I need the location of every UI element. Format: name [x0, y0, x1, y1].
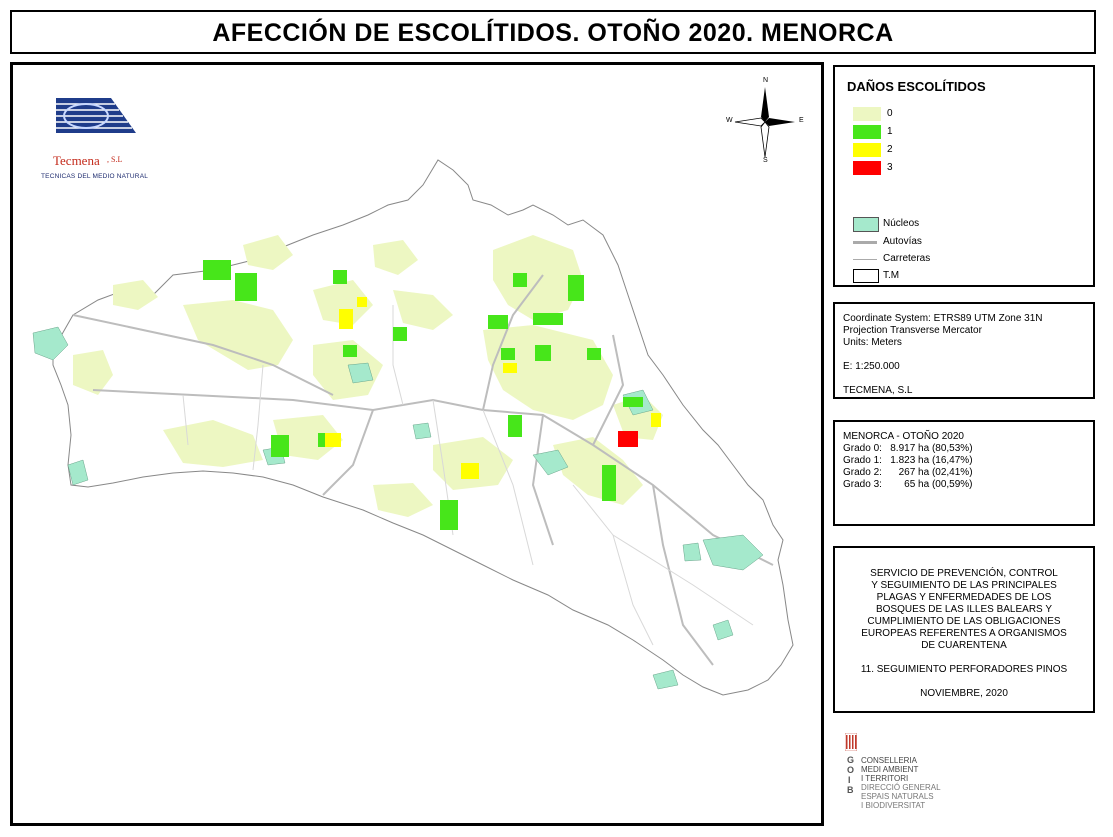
coord-projection: Projection Transverse Mercator [843, 325, 982, 336]
service-line-3: BOSQUES DE LAS ILLES BALEARS Y [875, 604, 1052, 615]
govern-line-0: CONSELLERIA [861, 756, 918, 765]
legend-swatch-0 [853, 107, 881, 121]
legend-swatch-2 [853, 143, 881, 157]
govern-line-5: I BIODIVERSITAT [861, 801, 926, 810]
govern-logo [845, 733, 1045, 813]
title-box [10, 10, 1096, 54]
govern-line-3: DIRECCIÓ GENERAL [861, 783, 941, 792]
stats-line-1: Grado 1: 1.823 ha (16,47%) [843, 455, 973, 466]
coord-scale: E: 1:250.000 [843, 361, 900, 372]
compass-rose [725, 77, 805, 167]
govern-letter-b: B [847, 785, 854, 795]
compass-east: E [799, 117, 804, 124]
stats-line-2: Grado 2: 267 ha (02,41%) [843, 467, 973, 478]
stats-line-0: Grado 0: 8.917 ha (80,53%) [843, 443, 973, 454]
legend-label-0: 0 [887, 108, 893, 119]
legend-label-1: 1 [887, 126, 893, 137]
compass-icon [725, 77, 805, 167]
govern-line-4: ESPAIS NATURALS [861, 792, 934, 801]
legend-carreteras [853, 252, 1053, 268]
legend-swatch-1 [853, 125, 881, 139]
nucleos-swatch [853, 217, 879, 232]
legend-nucleos [853, 217, 1053, 233]
stats-line-3: Grado 3: 65 ha (00,59%) [843, 479, 973, 490]
nucleos-label: Núcleos [883, 218, 920, 229]
stats-title: MENORCA - OTOÑO 2020 [843, 431, 964, 442]
service-line-1: Y SEGUIMIENTO DE LAS PRINCIPALES [871, 580, 1057, 591]
compass-west: W [726, 117, 733, 124]
legend-label-2: 2 [887, 144, 893, 155]
logo-name: Tecmena [53, 153, 100, 168]
legend-autovias [853, 235, 1053, 251]
coord-author: TECMENA, S.L [843, 385, 913, 396]
coord-system: Coordinate System: ETRS89 UTM Zone 31N [843, 313, 1043, 324]
logo-subtitle: TECNICAS DEL MEDIO NATURAL [41, 173, 149, 180]
govern-letter-g: G [847, 755, 855, 765]
autovias-label: Autovías [883, 236, 922, 247]
service-box [833, 546, 1095, 713]
service-line-2: PLAGAS Y ENFERMEDADES DE LOS [876, 592, 1052, 603]
govern-line-2: I TERRITORI [861, 774, 909, 783]
govern-letter-i: I [848, 775, 851, 785]
govern-emblem-icon [845, 733, 857, 751]
carreteras-line [853, 259, 877, 260]
tm-swatch [853, 269, 879, 283]
compass-south: S [763, 157, 768, 164]
legend-tm [853, 269, 1053, 285]
autovias-line [853, 241, 877, 244]
carreteras-label: Carreteras [883, 253, 931, 264]
legend-swatch-3 [853, 161, 881, 175]
service-line-4: CUMPLIMIENTO DE LAS OBLIGACIONES [867, 616, 1061, 627]
service-date: NOVIEMBRE, 2020 [920, 688, 1008, 699]
coord-units: Units: Meters [843, 337, 902, 348]
map-title: AFECCIÓN DE ESCOLÍTIDOS. OTOÑO 2020. MENORCA [212, 19, 894, 47]
service-line-0: SERVICIO DE PREVENCIÓN, CONTROL [870, 568, 1058, 579]
compass-north: N [763, 77, 769, 84]
legend-label-3: 3 [887, 162, 893, 173]
service-section: 11. SEGUIMIENTO PERFORADORES PINOS [860, 664, 1068, 675]
map-frame [10, 62, 824, 826]
legend-box [833, 65, 1095, 287]
coordinate-box [833, 302, 1095, 399]
tm-label: T.M [883, 270, 900, 281]
grade3-areas [618, 431, 638, 447]
stats-box [833, 420, 1095, 526]
govern-letter-o: O [847, 765, 855, 775]
logo-suffix: , S.L [107, 155, 123, 164]
govern-line-1: MEDI AMBIENT [861, 765, 919, 774]
service-line-6: DE CUARENTENA [921, 640, 1007, 651]
tecmena-logo [41, 93, 161, 203]
legend-title: DAÑOS ESCOLÍTIDOS [847, 79, 986, 94]
service-line-5: EUROPEAS REFERENTES A ORGANISMOS [861, 628, 1067, 639]
tecmena-emblem [51, 93, 141, 145]
